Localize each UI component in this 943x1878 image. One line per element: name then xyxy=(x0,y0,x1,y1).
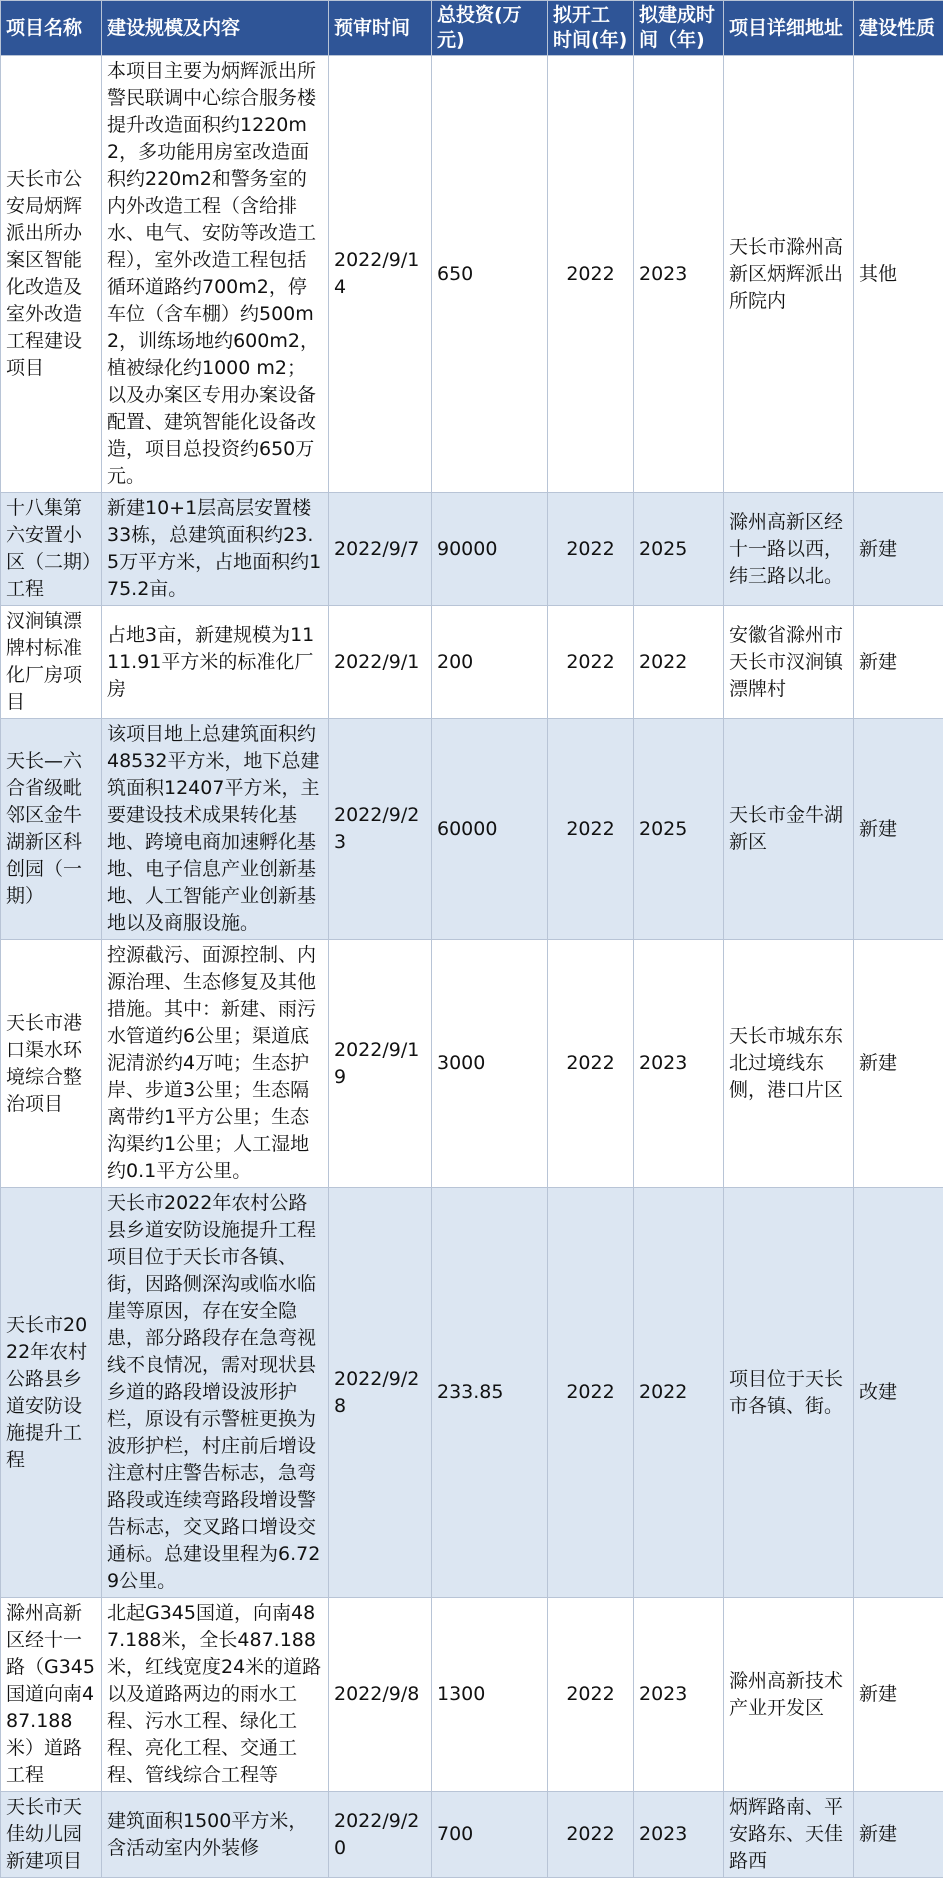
table-row xyxy=(1,606,943,719)
cell-address: 天长市城东东北过境线东侧，港口片区 xyxy=(724,940,854,1188)
cell-project-name: 天长市港口渠水环境综合整治项目 xyxy=(1,940,102,1188)
table-row xyxy=(1,1598,943,1792)
header-project-name: 项目名称 xyxy=(1,1,102,56)
header-review-date: 预审时间 xyxy=(329,1,432,56)
cell-start-year: 2022 xyxy=(548,1792,634,1878)
cell-nature: 其他 xyxy=(854,56,943,493)
table-row xyxy=(1,493,943,606)
cell-review-date: 2022/9/19 xyxy=(329,940,432,1188)
table-row xyxy=(1,1792,943,1878)
cell-start-year: 2022 xyxy=(548,940,634,1188)
cell-start-year: 2022 xyxy=(548,606,634,719)
cell-nature: 新建 xyxy=(854,940,943,1188)
cell-investment: 60000 xyxy=(432,719,548,940)
cell-review-date: 2022/9/23 xyxy=(329,719,432,940)
header-address: 项目详细地址 xyxy=(724,1,854,56)
cell-scope: 新建10+1层高层安置楼33栋，总建筑面积约23.5万平方米，占地面积约175.2亩。 xyxy=(102,493,329,606)
cell-investment: 650 xyxy=(432,56,548,493)
cell-address: 天长市金牛湖新区 xyxy=(724,719,854,940)
cell-scope: 本项目主要为炳辉派出所警民联调中心综合服务楼提升改造面积约1220m2，多功能用房室改造面积约220m2和警务室的内外改造工程（含给排水、电气、安防等改造工程），室外改造工程包括循环道路约700m2，停车位（含车棚）约500m2，训练场地约600m2，植被绿化约1000 m2；以及办案区专用办案设备配置、建筑智能化设备改造，项目总投资约650万元。 xyxy=(102,56,329,493)
cell-finish-year: 2023 xyxy=(634,1792,724,1878)
cell-address: 天长市滁州高新区炳辉派出所院内 xyxy=(724,56,854,493)
cell-finish-year: 2022 xyxy=(634,606,724,719)
cell-start-year: 2022 xyxy=(548,719,634,940)
cell-nature: 改建 xyxy=(854,1188,943,1598)
cell-start-year: 2022 xyxy=(548,1188,634,1598)
cell-start-year: 2022 xyxy=(548,56,634,493)
cell-finish-year: 2025 xyxy=(634,493,724,606)
cell-nature: 新建 xyxy=(854,1792,943,1878)
cell-scope: 占地3亩，新建规模为1111.91平方米的标准化厂房 xyxy=(102,606,329,719)
cell-project-name: 天长市公安局炳辉派出所办案区智能化改造及室外改造工程建设项目 xyxy=(1,56,102,493)
cell-address: 滁州高新技术产业开发区 xyxy=(724,1598,854,1792)
cell-investment: 3000 xyxy=(432,940,548,1188)
cell-scope: 北起G345国道，向南487.188米，全长487.188米，红线宽度24米的道路以及道路两边的雨水工程、污水工程、绿化工程、亮化工程、交通工程、管线综合工程等 xyxy=(102,1598,329,1792)
cell-project-name: 天长市2022年农村公路县乡道安防设施提升工程 xyxy=(1,1188,102,1598)
cell-investment: 200 xyxy=(432,606,548,719)
cell-review-date: 2022/9/20 xyxy=(329,1792,432,1878)
table-row xyxy=(1,56,943,493)
header-scope: 建设规模及内容 xyxy=(102,1,329,56)
cell-finish-year: 2023 xyxy=(634,1598,724,1792)
cell-project-name: 天长市天佳幼儿园新建项目 xyxy=(1,1792,102,1878)
table-row xyxy=(1,1188,943,1598)
table-row xyxy=(1,719,943,940)
cell-finish-year: 2023 xyxy=(634,56,724,493)
header-finish-year: 拟建成时间（年) xyxy=(634,1,724,56)
cell-investment: 90000 xyxy=(432,493,548,606)
table-row xyxy=(1,940,943,1188)
cell-address: 项目位于天长市各镇、街。 xyxy=(724,1188,854,1598)
cell-address: 炳辉路南、平安路东、天佳路西 xyxy=(724,1792,854,1878)
cell-nature: 新建 xyxy=(854,1598,943,1792)
header-nature: 建设性质 xyxy=(854,1,943,56)
cell-project-name: 天长—六合省级毗邻区金牛湖新区科创园（一期） xyxy=(1,719,102,940)
cell-review-date: 2022/9/14 xyxy=(329,56,432,493)
header-row xyxy=(1,1,943,56)
cell-review-date: 2022/9/1 xyxy=(329,606,432,719)
header-start-year: 拟开工时间(年) xyxy=(548,1,634,56)
cell-review-date: 2022/9/7 xyxy=(329,493,432,606)
header-investment: 总投资(万元) xyxy=(432,1,548,56)
cell-scope: 控源截污、面源控制、内源治理、生态修复及其他措施。其中：新建、雨污水管道约6公里；渠道底泥清淤约4万吨；生态护岸、步道3公里；生态隔离带约1平方公里；生态沟渠约1公里；人工湿地约0.1平方公里。 xyxy=(102,940,329,1188)
cell-review-date: 2022/9/8 xyxy=(329,1598,432,1792)
cell-project-name: 汊涧镇漂牌村标准化厂房项目 xyxy=(1,606,102,719)
cell-investment: 1300 xyxy=(432,1598,548,1792)
cell-investment: 233.85 xyxy=(432,1188,548,1598)
cell-project-name: 滁州高新区经十一路（G345国道向南487.188米）道路工程 xyxy=(1,1598,102,1792)
cell-scope: 建筑面积1500平方米，含活动室内外装修 xyxy=(102,1792,329,1878)
cell-review-date: 2022/9/28 xyxy=(329,1188,432,1598)
cell-scope: 天长市2022年农村公路县乡道安防设施提升工程项目位于天长市各镇、街，因路侧深沟或临水临崖等原因，存在安全隐患，部分路段存在急弯视线不良情况，需对现状县乡道的路段增设波形护栏，原设有示警桩更换为波形护栏，村庄前后增设注意村庄警告标志，急弯路段或连续弯路段增设警告标志，交叉路口增设交通标。总建设里程为6.729公里。 xyxy=(102,1188,329,1598)
cell-finish-year: 2023 xyxy=(634,940,724,1188)
cell-start-year: 2022 xyxy=(548,1598,634,1792)
cell-nature: 新建 xyxy=(854,719,943,940)
cell-investment: 700 xyxy=(432,1792,548,1878)
cell-scope: 该项目地上总建筑面积约48532平方米，地下总建筑面积12407平方米，主要建设技术成果转化基地、跨境电商加速孵化基地、电子信息产业创新基地、人工智能产业创新基地以及商服设施。 xyxy=(102,719,329,940)
cell-address: 安徽省滁州市天长市汊涧镇漂牌村 xyxy=(724,606,854,719)
cell-finish-year: 2022 xyxy=(634,1188,724,1598)
cell-start-year: 2022 xyxy=(548,493,634,606)
cell-finish-year: 2025 xyxy=(634,719,724,940)
cell-address: 滁州高新区经十一路以西，纬三路以北。 xyxy=(724,493,854,606)
cell-project-name: 十八集第六安置小区（二期）工程 xyxy=(1,493,102,606)
cell-nature: 新建 xyxy=(854,493,943,606)
cell-nature: 新建 xyxy=(854,606,943,719)
